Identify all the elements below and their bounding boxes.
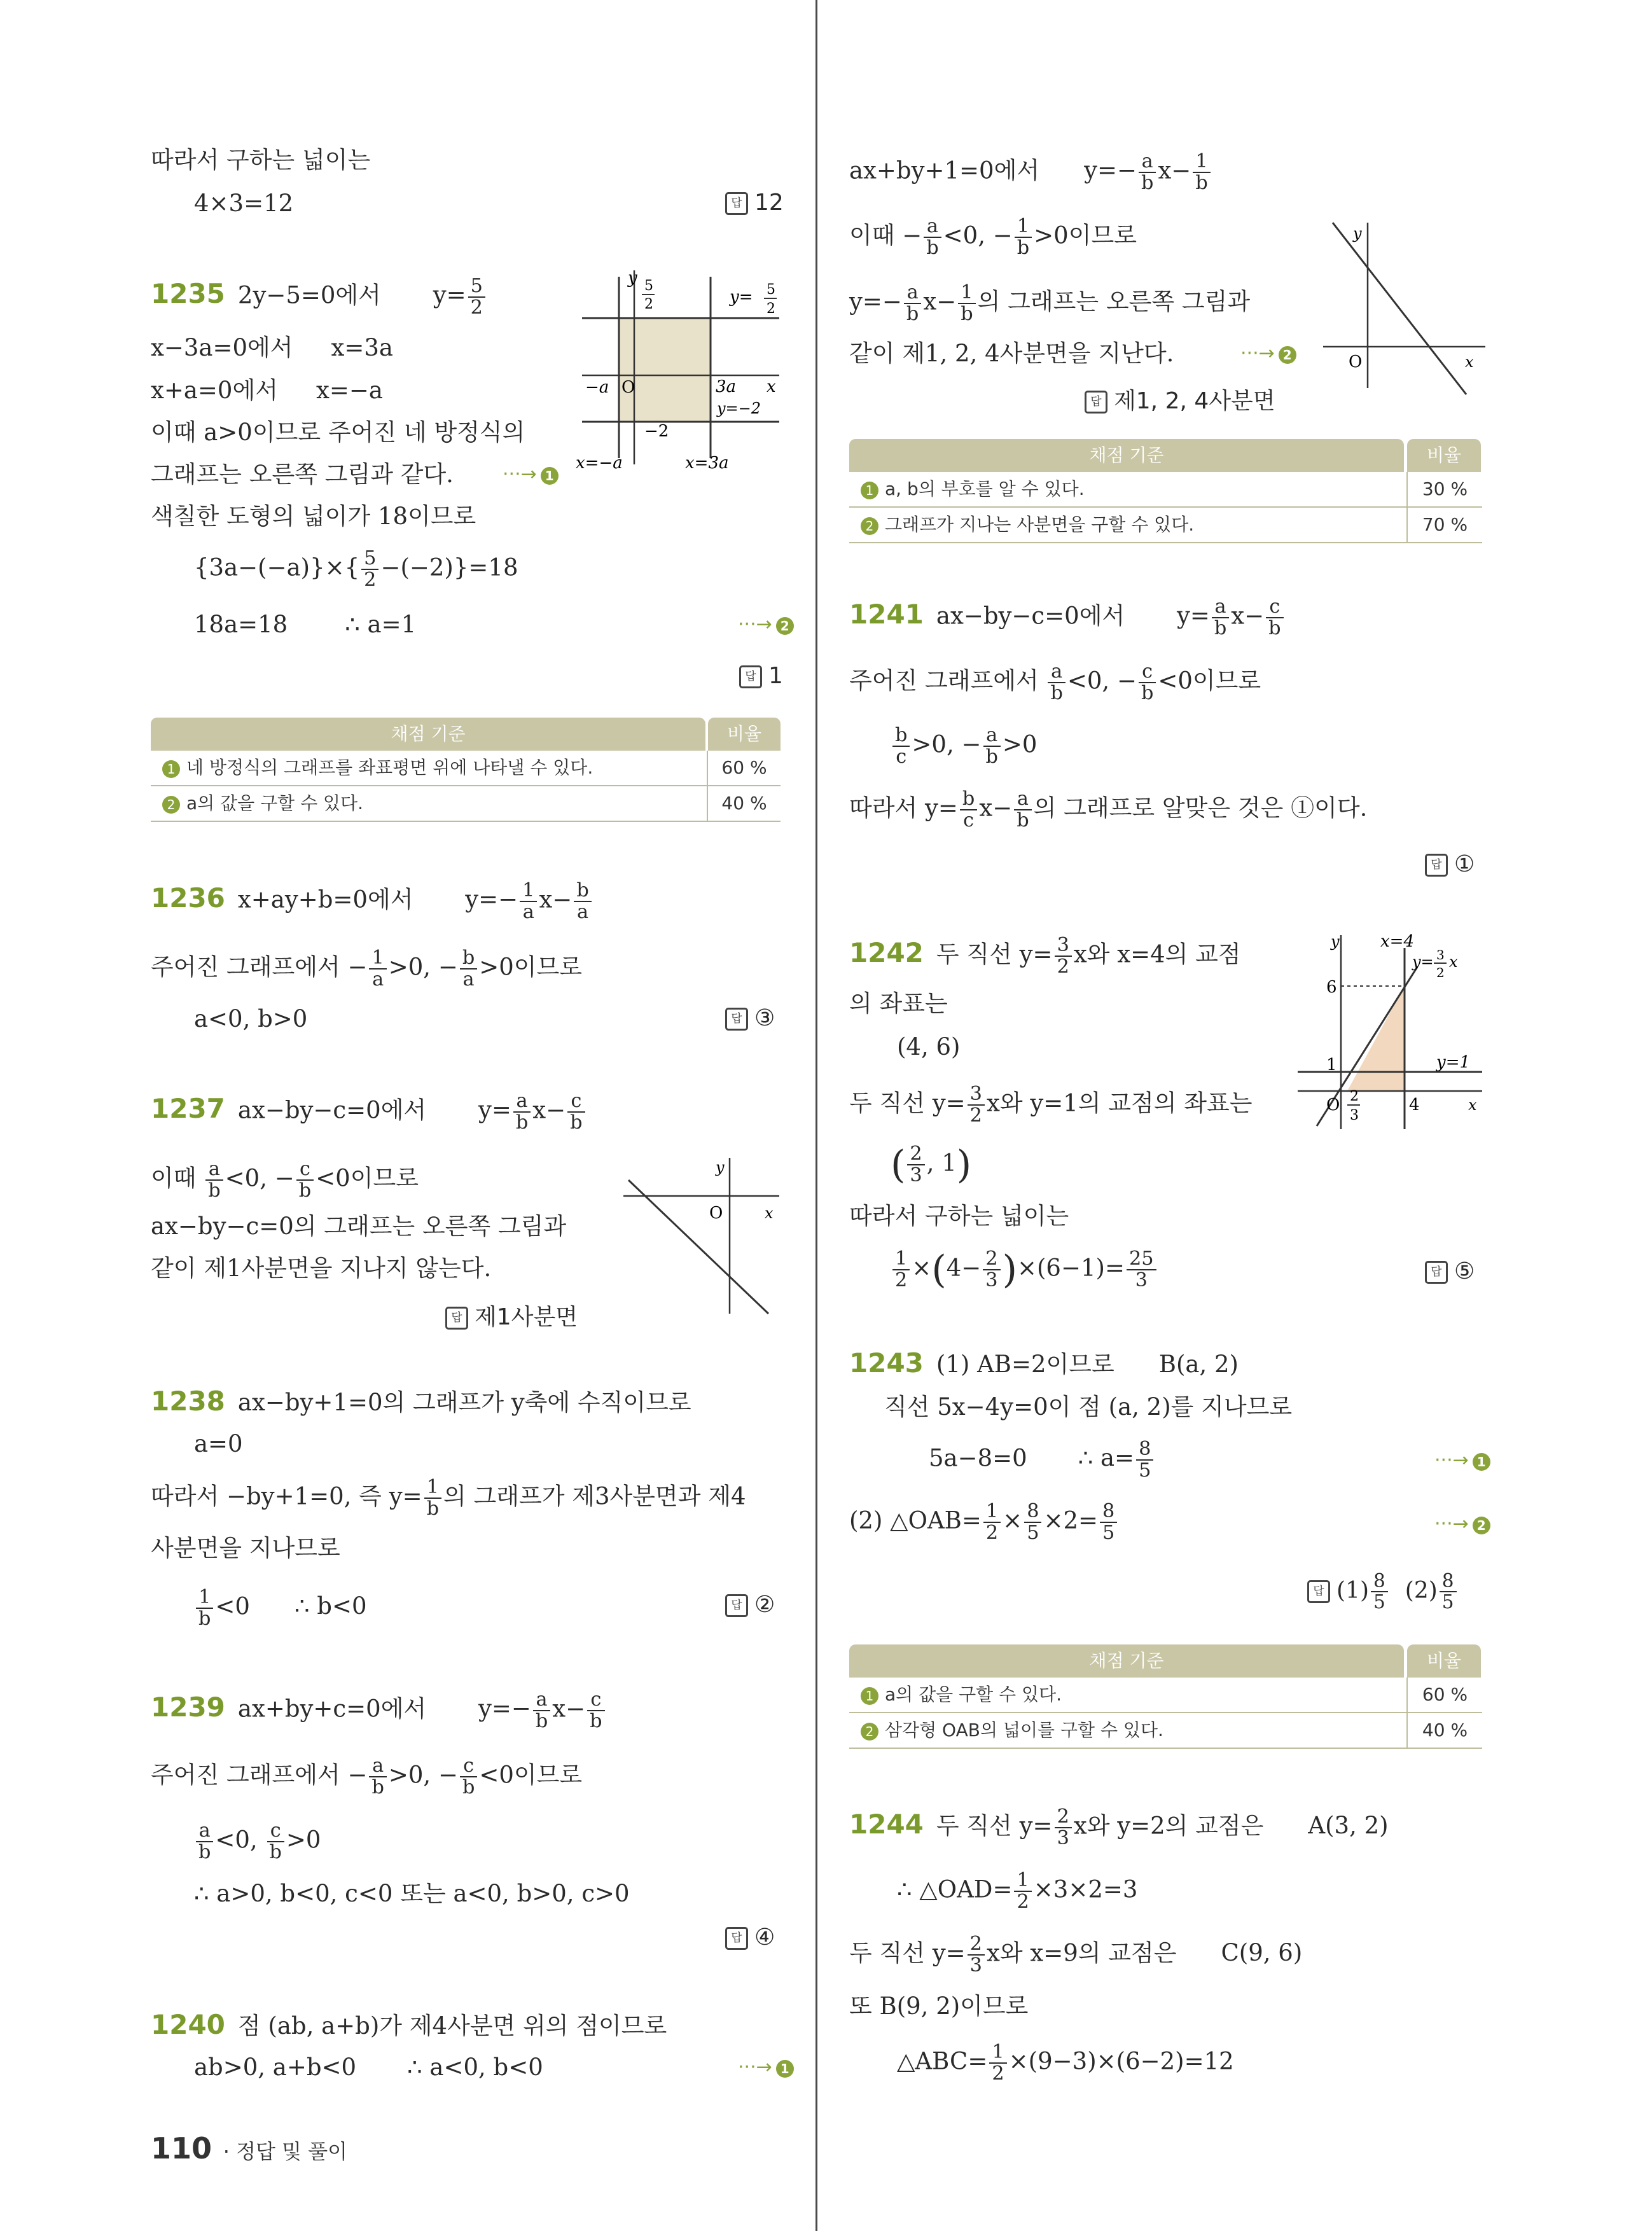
svg-text:4: 4 — [1409, 1095, 1420, 1115]
criteria-table-1235: 채점 기준 비율 1 네 방정식의 그래프를 좌표평면 위에 나타낼 수 있다. 60 % 2 a의 값을 구할 수 있다. 40 % — [151, 718, 781, 822]
table-row: 2 삼각형 OAB의 넓이를 구할 수 있다. 40 % — [849, 1713, 1482, 1749]
problem-number: 1238 — [151, 1386, 225, 1417]
svg-text:x: x — [1449, 953, 1458, 971]
text-line: 사분면을 지나므로 — [151, 1534, 340, 1562]
math-line: (4, 6) — [897, 1033, 961, 1060]
graph-1242 — [1291, 929, 1485, 1132]
svg-text:2: 2 — [1350, 1088, 1359, 1104]
text-line: 이때 − $\frac{a}{b}$ <0, − $\frac{1}{b}$ >0이므로 — [849, 215, 1137, 259]
math-line: a<0, b>0 — [194, 1005, 308, 1032]
text-line: 두 직선 y= $\frac{3}{2}$ x와 y=1의 교점의 좌표는 — [849, 1083, 1253, 1127]
problem-1236-line: 1236 x+ay+b=0에서 y=− $\frac{1}{a}$ x− $\frac{b}{a}$ — [151, 880, 593, 922]
step-marker: ···→ 2 — [1434, 1513, 1490, 1535]
y-label: y — [628, 268, 637, 288]
math-line: $\frac{1}{b}$ <0 ∴ b<0 — [194, 1587, 367, 1629]
svg-text:O: O — [1326, 1095, 1340, 1115]
answer-icon: 답 — [1425, 1261, 1448, 1284]
step-marker: ···→ 1 — [503, 463, 559, 485]
problem-1244-line: 1244 두 직선 y= $\frac{2}{3}$ x와 y=2의 교점은 A(3, 2) — [849, 1805, 1389, 1849]
problem-1235-line: 1235 2y−5=0에서 y= $\frac{5}{2}$ — [151, 276, 487, 318]
svg-text:x: x — [1465, 353, 1474, 371]
problem-number: 1244 — [849, 1809, 924, 1840]
math-line: ∴ a>0, b<0, c<0 또는 a<0, b>0, c>0 — [194, 1880, 630, 1907]
problem-number: 1240 — [151, 2009, 225, 2040]
math-line: △ABC= $\frac{1}{2}$ ×(9−3)×(6−2)=12 — [897, 2041, 1234, 2085]
svg-text:3: 3 — [1350, 1108, 1359, 1123]
svg-text:y: y — [716, 1158, 725, 1176]
answer: 답 제1사분면 — [445, 1299, 578, 1331]
answer-icon: 답 — [725, 1594, 748, 1617]
text-line: 주어진 그래프에서 − $\frac{1}{a}$ >0, − $\frac{b}{a}$ >0이므로 — [151, 947, 583, 990]
label-x-neg-a: x=−a — [576, 454, 623, 473]
answer-icon: 답 — [1307, 1580, 1330, 1603]
math-line: {3a−(−a)}×{ $\frac{5}{2}$ −(−2)}=18 — [194, 547, 518, 591]
math-line: 4×3=12 — [194, 190, 294, 217]
answer: 답 12 — [725, 190, 784, 216]
answer-icon: 답 — [725, 192, 748, 215]
answer: 답 (1) $\frac{8}{5}$ (2) $\frac{8}{5}$ — [1307, 1571, 1459, 1612]
svg-text:y=1: y=1 — [1436, 1053, 1471, 1072]
label-x-3a: x=3a — [685, 454, 729, 473]
graph-1240 — [1320, 219, 1489, 398]
problem-1243-line: 1243 (1) AB=2이므로 B(a, 2) — [849, 1347, 1239, 1379]
answer-icon: 답 — [1085, 391, 1107, 414]
math-line: $\frac{b}{c}$ >0, − $\frac{a}{b}$ >0 — [891, 725, 1037, 767]
answer-icon: 답 — [445, 1307, 468, 1330]
graph-1237 — [623, 1155, 786, 1317]
text-line: 주어진 그래프에서 $\frac{a}{b}$ <0, − $\frac{c}{b}$ <0이므로 — [849, 660, 1261, 704]
text-line: x−3a=0에서 x=3a — [151, 334, 393, 361]
math-line: $\frac{1}{2}$ ×(4− $\frac{2}{3}$ )×(6−1)= $\frac{25}{3}$ — [891, 1247, 1158, 1293]
problem-number: 1242 — [849, 937, 924, 969]
text-line: y=− $\frac{a}{b}$ x− $\frac{1}{b}$ 의 그래프는 오른쪽 그림과 — [849, 281, 1251, 325]
text-line: 따라서 −by+1=0, 즉 y= $\frac{1}{b}$ 의 그래프가 제3사분면과 제4 — [151, 1476, 746, 1520]
text-line: 주어진 그래프에서 − $\frac{a}{b}$ >0, − $\frac{c}{b}$ <0이므로 — [151, 1755, 583, 1798]
frac-num: 5 — [644, 278, 653, 294]
label-y-neg2: y=−2 — [717, 400, 761, 417]
text-line: 따라서 y= $\frac{b}{c}$ x− $\frac{a}{b}$ 의 그래프로 알맞은 것은 ①이다. — [849, 788, 1368, 831]
fraction: $\frac{5}{2}$ — [468, 276, 485, 318]
problem-1238-line: 1238 ax−by+1=0의 그래프가 y축에 수직이므로 — [151, 1386, 691, 1417]
problem-number: 1236 — [151, 882, 225, 914]
text-line: ax−by−c=0의 그래프는 오른쪽 그림과 — [151, 1213, 567, 1240]
graph-1235 — [576, 267, 789, 474]
problem-1240-line: 1240 점 (ab, a+b)가 제4사분면 위의 점이므로 — [151, 2009, 667, 2040]
answer: 답 ④ — [725, 1924, 775, 1950]
svg-text:5: 5 — [767, 282, 775, 298]
answer: 답 ① — [1425, 851, 1475, 877]
text-line: 같이 제1, 2, 4사분면을 지난다. — [849, 340, 1174, 367]
label-neg-a: −a — [585, 378, 609, 397]
table-row: 2 그래프가 지나는 사분면을 구할 수 있다. 70 % — [849, 508, 1482, 543]
label-y-eq: y= — [730, 288, 753, 307]
text-line: 두 직선 y= $\frac{2}{3}$ x와 x=9의 교점은 C(9, 6) — [849, 1933, 1303, 1977]
problem-number: 1239 — [151, 1692, 225, 1723]
table-row: 1 네 방정식의 그래프를 좌표평면 위에 나타낼 수 있다. 60 % — [151, 751, 781, 786]
text-line: x+a=0에서 x=−a — [151, 377, 383, 404]
table-row: 2 a의 값을 구할 수 있다. 40 % — [151, 786, 781, 822]
fraction: $\frac{5}{2}$ — [361, 548, 378, 590]
frac-den: 2 — [644, 296, 653, 312]
table-row: 1 a, b의 부호를 알 수 있다. 30 % — [849, 472, 1482, 508]
svg-text:O: O — [1349, 352, 1363, 372]
svg-text:1: 1 — [1326, 1055, 1337, 1074]
step-marker: ···→ 1 — [738, 2056, 794, 2078]
answer: 답 제1, 2, 4사분면 — [1085, 383, 1275, 415]
text-line: 같이 제1사분면을 지나지 않는다. — [151, 1255, 492, 1282]
text-line: ax+by+1=0에서 y=− $\frac{a}{b}$ x− $\frac{1}{b}$ — [849, 151, 1212, 193]
x-label: x — [767, 377, 776, 396]
column-divider — [816, 0, 817, 2231]
problem-1239-line: 1239 ax+by+c=0에서 y=− $\frac{a}{b}$ x− $\frac{c}{b}$ — [151, 1690, 607, 1732]
svg-text:y: y — [1353, 225, 1362, 242]
problem-1237-line: 1237 ax−by−c=0에서 y= $\frac{a}{b}$ x− $\frac{c}{b}$ — [151, 1091, 587, 1133]
math-line: ∴ △OAD= $\frac{1}{2}$ ×3×2=3 — [897, 1869, 1138, 1913]
graph-line — [628, 1180, 768, 1314]
criteria-table-1243: 채점 기준 비율 1 a의 값을 구할 수 있다. 60 % 2 삼각형 OAB의 넓이를 구할 수 있다. 40 % — [849, 1644, 1482, 1749]
table-row: 1 a의 값을 구할 수 있다. 60 % — [849, 1678, 1482, 1713]
svg-text:y=: y= — [1412, 953, 1434, 971]
answer-icon: 답 — [725, 1008, 748, 1031]
problem-number: 1237 — [151, 1093, 225, 1125]
problem-number: 1243 — [849, 1347, 924, 1379]
answer: 답 ② — [725, 1592, 775, 1618]
answer: 답 ③ — [725, 1005, 775, 1031]
answer-icon: 답 — [725, 1927, 748, 1950]
problem-number: 1235 — [151, 278, 225, 310]
text-line: 의 좌표는 — [849, 990, 948, 1017]
math-line: ( $\frac{2}{3}$ , 1) — [891, 1143, 972, 1187]
math-line: 18a=18 ∴ a=1 — [194, 611, 417, 638]
svg-text:6: 6 — [1326, 978, 1337, 997]
svg-text:2: 2 — [767, 301, 775, 317]
page-footer — [151, 2131, 347, 2165]
step-marker: ···→ 2 — [738, 613, 794, 636]
text-line: 또 B(9, 2)이므로 — [849, 1992, 1029, 2020]
math-line: $\frac{a}{b}$ <0, $\frac{c}{b}$ >0 — [194, 1821, 321, 1863]
svg-text:x: x — [1468, 1096, 1477, 1114]
svg-text:x=4: x=4 — [1380, 932, 1414, 951]
svg-text:y: y — [1331, 933, 1340, 950]
math-line: 5a−8=0 ∴ a= $\frac{8}{5}$ — [929, 1439, 1155, 1481]
math-line: ab>0, a+b<0 ∴ a<0, b<0 — [194, 2054, 543, 2081]
text-line: 색칠한 도형의 넓이가 18이므로 — [151, 503, 476, 530]
text-line: 직선 5x−4y=0이 점 (a, 2)를 지나므로 — [884, 1393, 1293, 1421]
text-line: 그래프는 오른쪽 그림과 같다. — [151, 461, 454, 488]
problem-1242-line: 1242 두 직선 y= $\frac{3}{2}$ x와 x=4의 교점 — [849, 934, 1241, 978]
label-neg2: −2 — [644, 422, 669, 441]
answer: 답 1 — [739, 663, 783, 689]
step-marker: ···→ 1 — [1434, 1449, 1490, 1471]
footer-label: · 정답 및 풀이 — [223, 2139, 348, 2164]
answer: 답 ⑤ — [1425, 1258, 1475, 1284]
text-line: 이때 $\frac{a}{b}$ <0, − $\frac{c}{b}$ <0이므로 — [151, 1158, 419, 1202]
text-line: 따라서 구하는 넓이는 — [151, 146, 371, 174]
svg-text:O: O — [709, 1204, 723, 1223]
text-line: 따라서 구하는 넓이는 — [849, 1202, 1069, 1230]
answer-icon: 답 — [739, 665, 762, 688]
step-marker: ···→ 2 — [1240, 342, 1296, 365]
problem-number: 1241 — [849, 599, 924, 630]
origin-label: O — [621, 378, 635, 397]
answer-icon: 답 — [1425, 854, 1448, 877]
svg-text:3: 3 — [1436, 947, 1445, 963]
svg-text:x: x — [765, 1204, 774, 1222]
criteria-table-1240: 채점 기준 비율 1 a, b의 부호를 알 수 있다. 30 % 2 그래프가 지나는 사분면을 구할 수 있다. 70 % — [849, 439, 1482, 543]
math-line: a=0 — [194, 1430, 243, 1457]
svg-text:2: 2 — [1436, 965, 1445, 980]
label-3a: 3a — [716, 377, 737, 396]
page-number: 110 — [151, 2131, 212, 2165]
math-line: (2) △OAB= $\frac{1}{2}$ × $\frac{8}{5}$ ×2= $\frac{8}{5}$ — [849, 1501, 1119, 1543]
problem-1241-line: 1241 ax−by−c=0에서 y= $\frac{a}{b}$ x− $\frac{c}{b}$ — [849, 597, 1286, 639]
shaded-rectangle — [619, 318, 711, 422]
text-line: 이때 a>0이므로 주어진 네 방정식의 — [151, 419, 525, 446]
